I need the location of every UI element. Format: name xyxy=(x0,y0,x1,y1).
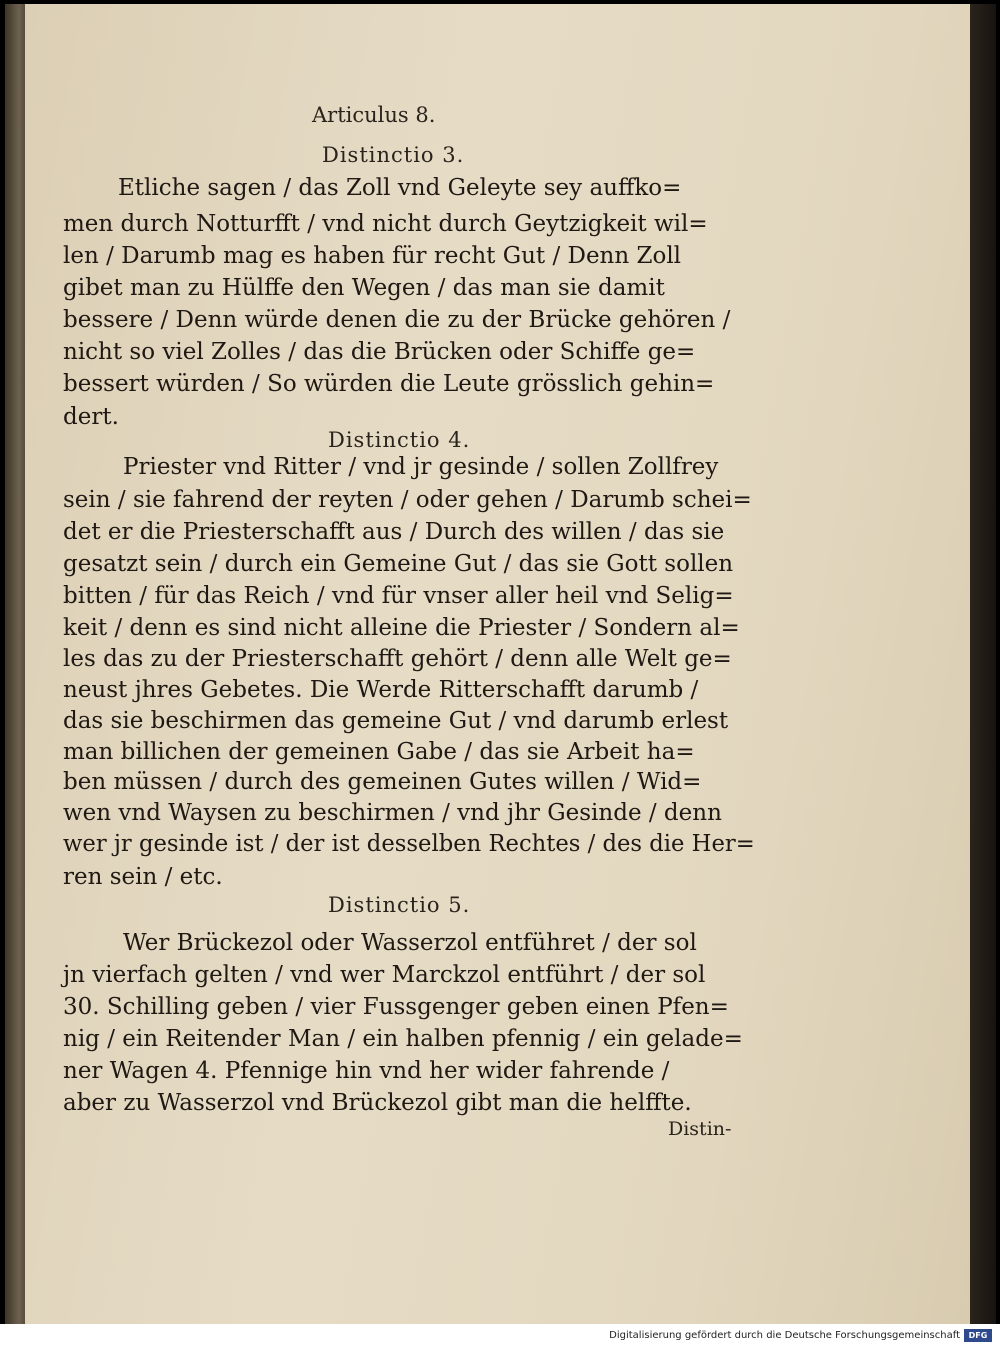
text-line: jn vierfach gelten / vnd wer Marckzol entführt / der sol xyxy=(63,962,706,988)
text-line: das sie beschirmen das gemeine Gut / vnd darumb erlest xyxy=(63,708,729,734)
text-line: bitten / für das Reich / vnd für vnser aller heil vnd Selig= xyxy=(63,583,734,609)
catchword: Distin- xyxy=(668,1118,732,1140)
text-line: wer jr gesinde ist / der ist desselben Rechtes / des die Her= xyxy=(63,831,755,857)
section-heading-5: Distinctio 5. xyxy=(328,893,471,917)
text-line: ben müssen / durch des gemeinen Gutes willen / Wid= xyxy=(63,769,702,795)
text-line: ner Wagen 4. Pfennige hin vnd her wider fahrende / xyxy=(63,1058,670,1084)
page-edge-right xyxy=(970,4,996,1324)
text-line: Priester vnd Ritter / vnd jr gesinde / sollen Zollfrey xyxy=(123,454,719,480)
footer-bar xyxy=(0,1324,1000,1348)
page-header: Articulus 8. xyxy=(312,103,436,127)
dfg-logo-icon: DFG xyxy=(964,1329,992,1342)
text-line: dert. xyxy=(63,404,119,430)
text-line: det er die Priesterschafft aus / Durch des willen / das sie xyxy=(63,519,725,545)
text-line: wen vnd Waysen zu beschirmen / vnd jhr Gesinde / denn xyxy=(63,800,722,826)
text-line: sein / sie fahrend der reyten / oder gehen / Darumb schei= xyxy=(63,487,752,513)
text-line: ren sein / etc. xyxy=(63,864,223,890)
text-line: len / Darumb mag es haben für recht Gut / Denn Zoll xyxy=(63,243,682,269)
text-line: neust jhres Gebetes. Die Werde Ritterschafft darumb / xyxy=(63,677,699,703)
text-line: Etliche sagen / das Zoll vnd Geleyte sey auffko= xyxy=(118,175,682,201)
text-line: bessert würden / So würden die Leute grösslich gehin= xyxy=(63,371,715,397)
text-line: 30. Schilling geben / vier Fussgenger geben einen Pfen= xyxy=(63,994,729,1020)
text-line: gibet man zu Hülffe den Wegen / das man sie damit xyxy=(63,275,665,301)
section-heading-4: Distinctio 4. xyxy=(328,428,471,452)
footer-credit: Digitalisierung gefördert durch die Deutsche Forschungsgemeinschaft xyxy=(609,1330,960,1341)
section-heading-3: Distinctio 3. xyxy=(322,143,465,167)
text-line: keit / denn es sind nicht alleine die Priester / Sondern al= xyxy=(63,615,740,641)
text-line: bessere / Denn würde denen die zu der Brücke gehören / xyxy=(63,307,731,333)
text-line: man billichen der gemeinen Gabe / das sie Arbeit ha= xyxy=(63,739,695,765)
text-line: gesatzt sein / durch ein Gemeine Gut / das sie Gott sollen xyxy=(63,551,734,577)
text-line: nicht so viel Zolles / das die Brücken oder Schiffe ge= xyxy=(63,339,696,365)
text-line: nig / ein Reitender Man / ein halben pfennig / ein gelade= xyxy=(63,1026,743,1052)
text-line: les das zu der Priesterschafft gehört / denn alle Welt ge= xyxy=(63,646,732,672)
text-line: Wer Brückezol oder Wasserzol entführet / der sol xyxy=(123,930,697,956)
text-line: men durch Notturfft / vnd nicht durch Geytzigkeit wil= xyxy=(63,211,708,237)
text-line: aber zu Wasserzol vnd Brückezol gibt man die helffte. xyxy=(63,1090,692,1116)
page-edge-left xyxy=(5,4,25,1324)
